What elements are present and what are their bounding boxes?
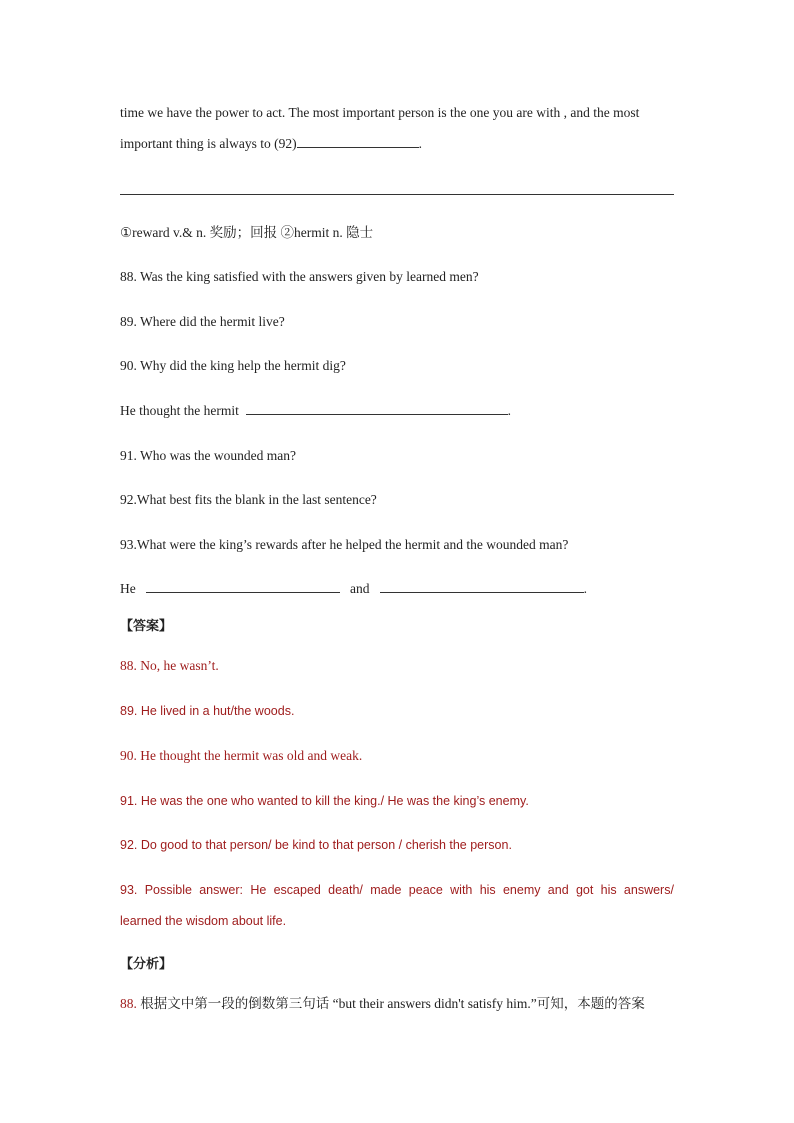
a93-word: answers/: [623, 883, 674, 897]
a93-word: with: [450, 883, 473, 897]
a93-word: peace: [408, 883, 443, 897]
analysis-88: [120, 995, 645, 1013]
glossary-note: ①reward v.& n. 奖励；回报 ②hermit n. 隐士: [120, 225, 374, 240]
passage-line-2-end: .: [418, 136, 422, 151]
horizontal-divider: [120, 194, 674, 195]
answer-93-line-1: [120, 881, 674, 899]
question-93-prompt: [120, 580, 587, 598]
question-88: 88. Was the king satisfied with the answers given by learned men?: [120, 269, 479, 284]
question-92: 92.What best fits the blank in the last sentence?: [120, 492, 377, 507]
passage-line-1: time we have the power to act. The most important person is the one you are with , and the most: [120, 105, 640, 120]
question-93: 93.What were the king’s rewards after he helped the hermit and the wounded man?: [120, 537, 569, 552]
passage-line-2-text: important thing is always to (92): [120, 136, 297, 151]
question-90-prompt: [120, 402, 511, 420]
question-91: 91. Who was the wounded man?: [120, 448, 296, 463]
a93-word: answer:: [199, 883, 244, 897]
answer-93-line-2: learned the wisdom about life.: [120, 914, 287, 928]
a93-word: his: [479, 883, 496, 897]
a93-word: escaped: [273, 883, 321, 897]
answer-blank-93a[interactable]: [146, 580, 340, 593]
question-90: 90. Why did the king help the hermit dig?: [120, 358, 346, 373]
q93-prompt-text: He: [120, 581, 136, 596]
analysis-88-number: 88.: [120, 996, 137, 1011]
a93-word: 93.: [120, 883, 138, 897]
question-89: 89. Where did the hermit live?: [120, 314, 285, 329]
a93-word: his: [600, 883, 617, 897]
analysis-88-text: 根据文中第一段的倒数第三句话 “but their answers didn't satisfy him.”可知，本题的答案: [140, 996, 645, 1011]
passage-line-2: [120, 135, 422, 153]
q90-prompt-end: .: [507, 403, 511, 418]
a93-word: got: [575, 883, 594, 897]
answer-90: 90. He thought the hermit was old and weak.: [120, 748, 363, 763]
answer-88: 88. No, he wasn’t.: [120, 658, 219, 673]
a93-word: He: [250, 883, 267, 897]
answer-blank-93b[interactable]: [380, 580, 584, 593]
q93-prompt-end: .: [583, 581, 587, 596]
answer-89: 89. He lived in a hut/the woods.: [120, 704, 295, 718]
a93-word: made: [370, 883, 402, 897]
answer-blank-92[interactable]: [297, 135, 419, 148]
a93-word: enemy: [502, 883, 541, 897]
a93-word: death/: [328, 883, 363, 897]
answer-91: 91. He was the one who wanted to kill the king./ He was the king’s enemy.: [120, 794, 529, 808]
q93-prompt-and: and: [350, 581, 370, 596]
a93-word: Possible: [144, 883, 192, 897]
analysis-heading: 【分析】: [120, 957, 173, 972]
q90-prompt-text: He thought the hermit: [120, 403, 239, 418]
answer-92: 92. Do good to that person/ be kind to that person / cherish the person.: [120, 838, 512, 852]
answer-heading: 【答案】: [120, 619, 173, 634]
answer-blank-90[interactable]: [246, 402, 508, 415]
a93-word: and: [547, 883, 569, 897]
